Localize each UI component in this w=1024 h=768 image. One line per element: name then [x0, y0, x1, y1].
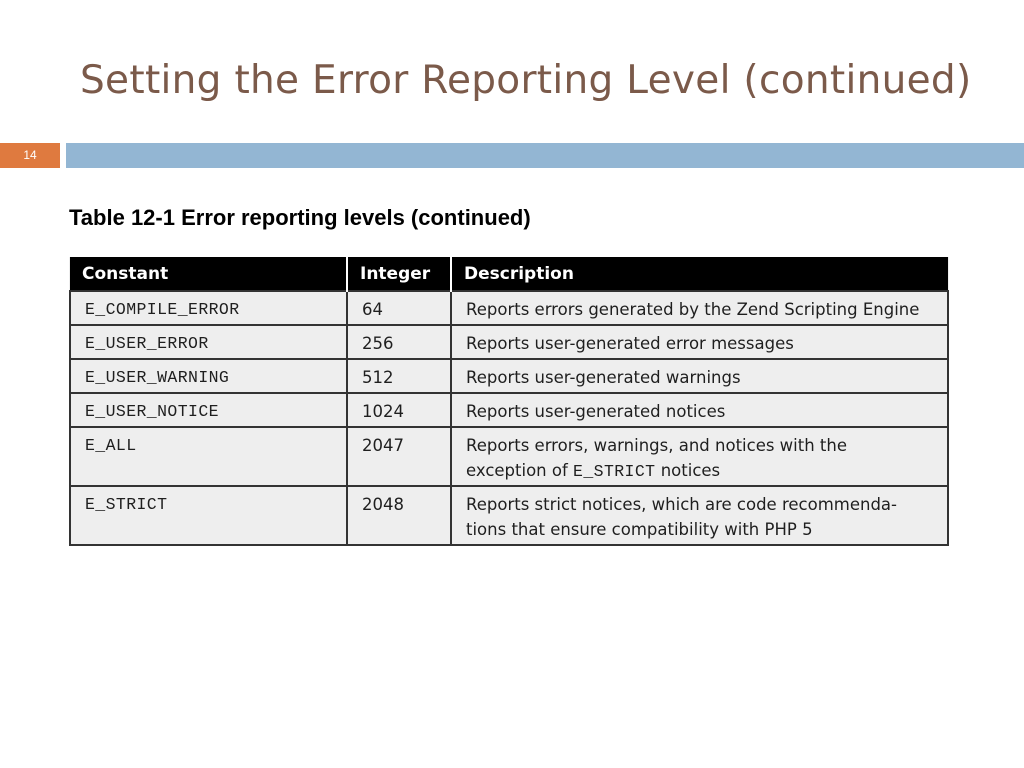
integer-cell: 2047 [347, 427, 451, 486]
description-cell [451, 486, 948, 545]
table-header-row [70, 257, 948, 291]
table-row [70, 325, 948, 359]
description-text: exception of [466, 461, 574, 480]
column-header-integer: Integer [347, 257, 451, 291]
integer-cell: 2048 [347, 486, 451, 545]
description-line: tions that ensure compatibility with PHP 5 [466, 520, 813, 539]
inline-code: E_STRICT [573, 462, 656, 481]
table-row [70, 359, 948, 393]
table-row [70, 393, 948, 427]
table-row [70, 291, 948, 325]
constant-cell: E_USER_WARNING [70, 359, 347, 393]
slide-number: 14 [0, 143, 60, 168]
slide-title: Setting the Error Reporting Level (continued) [80, 58, 972, 103]
description-cell: Reports user-generated warnings [451, 359, 948, 393]
constant-cell: E_STRICT [70, 486, 347, 545]
integer-cell: 1024 [347, 393, 451, 427]
constant-cell: E_USER_NOTICE [70, 393, 347, 427]
description-cell [451, 427, 948, 486]
table-caption: Table 12-1 Error reporting levels (continued) [69, 205, 531, 230]
integer-cell: 512 [347, 359, 451, 393]
error-levels-table-wrapper [69, 257, 947, 546]
table-row [70, 486, 948, 545]
description-cell: Reports errors generated by the Zend Scripting Engine [451, 291, 948, 325]
column-header-description: Description [451, 257, 948, 291]
constant-cell: E_COMPILE_ERROR [70, 291, 347, 325]
description-cell: Reports user-generated error messages [451, 325, 948, 359]
table-row [70, 427, 948, 486]
header-bar [66, 143, 1024, 168]
constant-cell: E_ALL [70, 427, 347, 486]
column-header-constant: Constant [70, 257, 347, 291]
description-line: Reports errors, warnings, and notices with the [466, 436, 848, 455]
description-line: Reports strict notices, which are code recommenda- [466, 495, 897, 514]
error-levels-table [69, 257, 949, 546]
integer-cell: 256 [347, 325, 451, 359]
description-cell: Reports user-generated notices [451, 393, 948, 427]
integer-cell: 64 [347, 291, 451, 325]
constant-cell: E_USER_ERROR [70, 325, 347, 359]
description-text: notices [655, 461, 721, 480]
